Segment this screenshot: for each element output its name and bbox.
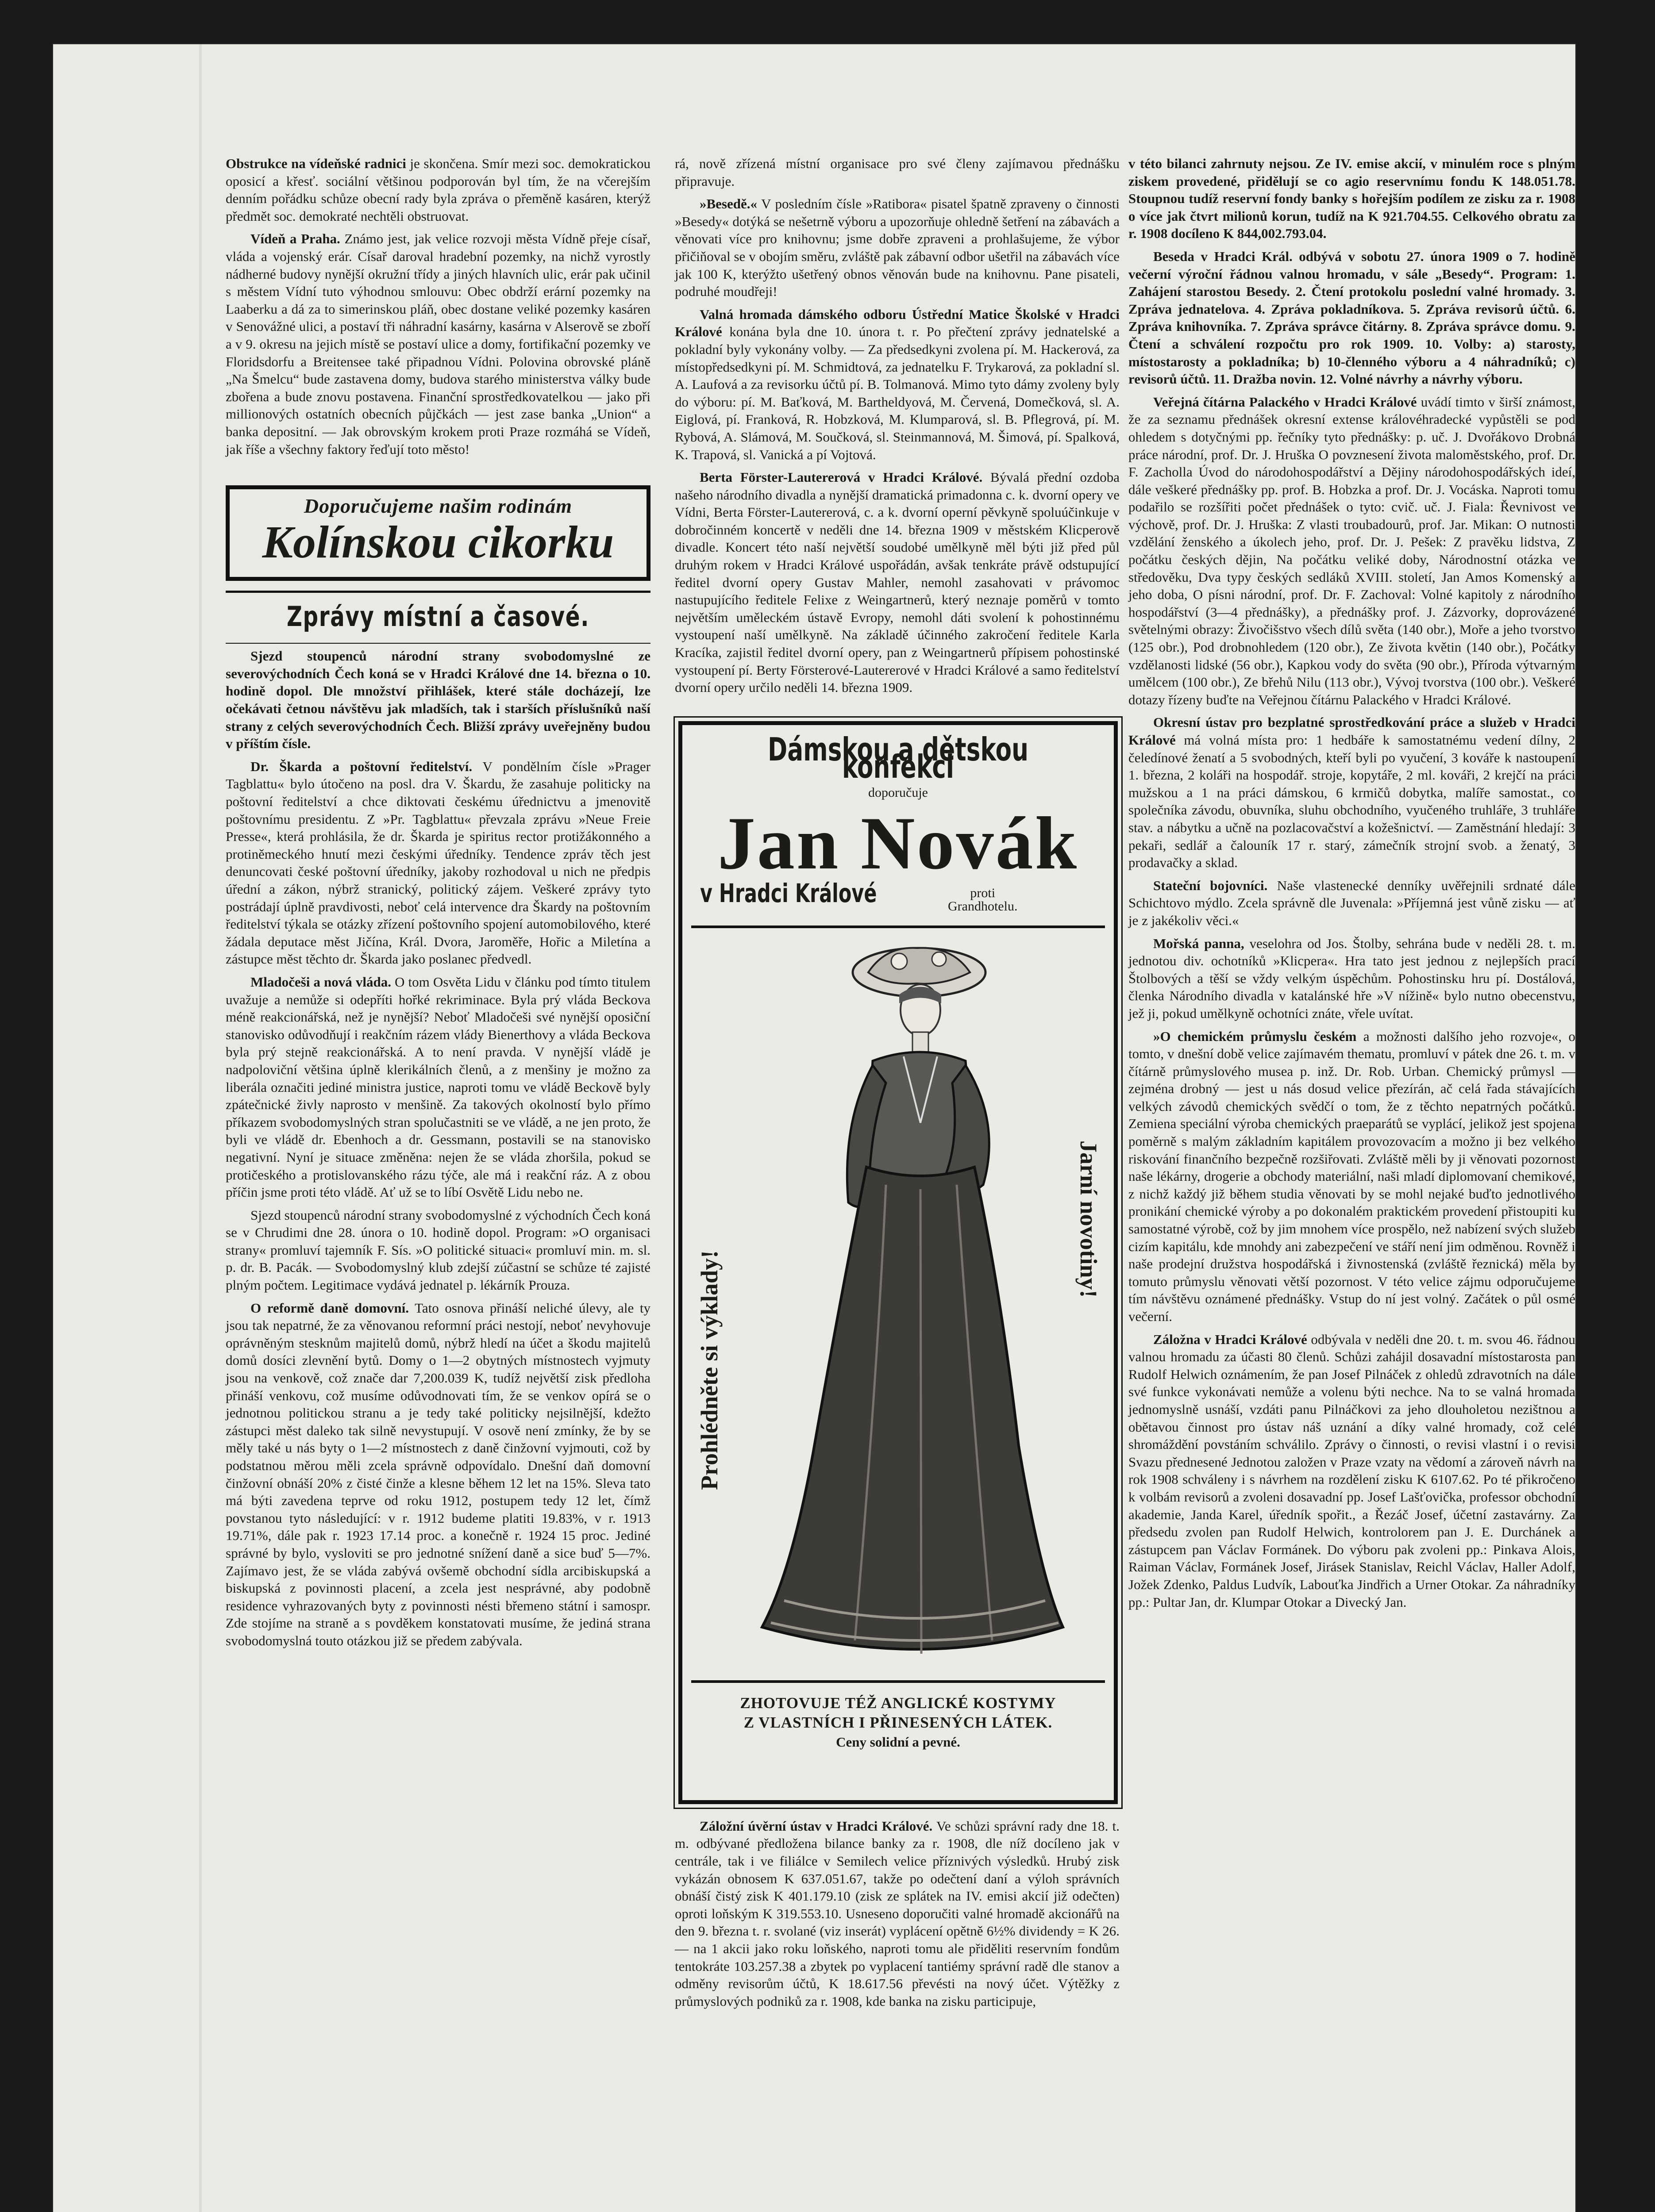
article-body: a možnosti dalšího jeho rozvoje«, o tomto, v dnešní době velice zajímavém thematu, promluví v pátek dne 26. t. m. v čítárně průmyslového musea p. inž. Dr. Rob. Urban. Chemický průmysl — zejména drobný — jest u nás dosud velice přezírán, ač celá řada stávajících velkých závodů chemických svědčí o tom, že z těchto nepatrných počátků. Zemiena speciální výroba chemických praeparátů se vyplácí, jelikož jest spojena poměrně s malým základním kapitálem provozovacím a možno ji bez velkého riskování finančního bezpečně rozšiřovati. Zvláště měli by ji věnovati pozornost naše lékárny, drogerie a obchody materiální, naši mladí diplomovaní chemikové, z nichž každý již během studia věnovati by se mohl nejaké buďto jednotlivého pronikání chemické výroby a po dokonalém praktickém provedení přistoupiti ku samostatné výrobě, což by jim mnohem více prospělo, než nabízení svých služeb cizím kapitálu, kde mnohdy ani zabezpečení ve stáří není jim odměnou. Rovněž i naše prodejní družstva hospodářská i živnostenská (zvláště řeznická) měla by tomuto průmyslu věnovati větší pozornost. V této velice zájmu odporučujeme tím návštěvu oznámené přednášky. Vstup do ní jest volný. Začátek o půl osmé večerní. — [1128, 1028, 1575, 1324]
ad-footer — [691, 1694, 1105, 1752]
article-body: Tato osnova přináší neliché úlevy, ale ty jsou tak nepatrné, že za věnovanou reformní práci nestojí, neboť nevyhovuje oprávněným stesknům majitelů domů, nýbrž hledí na účet a škodu majitelů domů dosíci zlevnění bytů. Domy o 1—2 obytných místnostech vyjmuty jsou na venkově, což znače dar 7,200.039 K, tudíž největší zisk předloha přináší venkovu, což musíme odůvodnovati tím, že se venkov opírá se o jednotnou politickou stranu a je tedy také politicky nejsilnější, kdežto zástupci měst daleko tak silně nevystupují. V osově není zmínky, že by se měly také u nás byty o 1—2 místnostech z daně činžovní vyjmouti, což by podstatnou měrou měli zcela správně odpovídalo. Dnešní daň domovní činžovní obnáší 20% z čisté činže a klesne během 12 let na 15%. Sleva tato má býti zavedena teprve od roku 1912, postupem tedy 12 let, čímž povstanou tyto následující: v r. 1912 budeme platiti 19.83%, v r. 1913 19.71%, dále pak r. 1923 17.14 proc. a konečně r. 1924 15 proc. Jediné správné by bylo, vysloviti se pro jednotné snížení daně a sice buď 5—7%. Zajímavo jest, že se vláda zabývá ovšemě obchodní sídla arcibiskupská a biskupská z povinnosti placení, a zcela jest nesprávné, aby podobně residence vyhrazovaných byty z povinnosti nésti břemeno státní i samospr. Zde stojíme na straně a s povděkem konstatovati musíme, že jediná strana svobodomyslná touto otázkou již se předem zabývala. — [226, 1300, 650, 1648]
article-body: je skončena. Smír mezi soc. demokratickou oposicí a křesť. sociální většinou podporován byl tím, že na včerejším denním pořádku schůze obecní rady byla zpráva o přeměně kasáren, kterýž předmět soc. demokraté nechtěli obstruovat. — [226, 156, 650, 224]
article-viden-praha — [226, 230, 650, 458]
ad-vertical-text: Jarní novotiny! — [1075, 1140, 1102, 1298]
article-sjezd-severovychodni: Sjezd stoupenců národní strany svobodomyslné ze severovýchodních Čech koná se v Hradci Králové dne 14. března o 10. hodině dopol. Dle množství přihlášek, které stále docházejí, lze očekávati četnou návštěvu jak mladších, tak i starších příslušníků naší strany z celých severovýchodních Čech. Bližší zprávy uveřejněny budou v příštím čísle. — [226, 648, 650, 752]
column-2 — [675, 155, 1120, 2015]
divider — [226, 643, 650, 644]
ad-headline: Dámskou a dětskou konfekci — [768, 730, 1028, 786]
article-title: Obstrukce na vídeňské radnici — [226, 156, 406, 171]
article-title: Berta Förster-Lautererová v Hradci Králové. — [700, 469, 983, 485]
advertisement-jan-novak — [678, 721, 1118, 1804]
article-title: Stateční bojovníci. — [1153, 877, 1268, 893]
article-skarda — [226, 758, 650, 968]
ad-illustration-panel — [691, 926, 1105, 1683]
article-title: Dr. Škarda a poštovní ředitelství. — [250, 758, 473, 774]
article-title: Okresní ústav pro bezplatné sprostředkování práce a služeb v Hradci Králové — [1128, 714, 1575, 748]
ad-footer-line: Ceny solidní a pevné. — [836, 1734, 960, 1750]
ad-place: v Hradci Králové — [700, 878, 877, 908]
ad-vertical-text: Prohlédněte si výklady! — [696, 1250, 723, 1490]
ad-product: Kolínskou cikorku — [262, 516, 614, 568]
article-reforma-dane — [226, 1299, 650, 1650]
article-title: Vídeň a Praha. — [250, 231, 340, 247]
article-continuation: v této bilanci zahrnuty nejsou. Ze IV. emise akcií, v minulém roce s plným ziskem provedené, přidělují se co agio reservnímu fondu K 148.051.78. Stoupnou tudíž reservní fondy banky s hořejším podílem ze zisku za r. 1908 o více jak čtvrt milionů korun, tudíž na K 921.704.55. Celkového obratu za r. 1908 docíleno K 844,002.793.04. — [1128, 156, 1575, 242]
article-okresni-ustav — [1128, 714, 1575, 871]
ad-tagline: Doporučujeme našim rodinám — [304, 495, 573, 518]
ad-address-line: Grandhotelu. — [948, 899, 1018, 914]
article-body: Známo jest, jak velice rozvoji města Vídně přeje císař, vláda a vojenský erár. Císař daroval hradební pozemky, na nichž vyrostly nádherné budovy nynější okružní třídy a jiných hlavních ulic, erár pak učinil s městem Vídní tuto výhodnou smlouvu: Obec obdrží erární pozemky na Laaberku a dá za to simerinskou pláň, obec dostane veliké pozemky kasáren v Senovážné ulici, a postaví tři náhradní kasárny, kasárna v Alserově se zboří a v 9. okresu na jejich místě se postaví ulice a domy, fortifikační pozemky ve Floridsdorfu a Breitensee také připadnou Vídni. Polovina obrovské pláně „Na Šmelcu“ bude zastavena domy, budova starého ministerstva války bude zbořena a bude znovu postavena. Finanční sprostředkovatelkou — jako při millionových ostatních obecních půjčkách — jest zase banka „Union“ a banka depositní. — Jak obrovským krokem proti Praze rozmáhá se Vídeň, jak říše a všechny faktory řeďují toto město! — [226, 231, 650, 457]
article-valna-hromada — [675, 306, 1120, 463]
article-zalozni-ustav — [675, 1817, 1120, 2010]
article-title: Veřejná čítárna Palackého v Hradci Králové — [1153, 394, 1417, 410]
article-body: odbývala v neděli dne 20. t. m. svou 46. řádnou valnou hromadu za účasti 80 členů. Schůzi zahájil dosavadní místostarosta pan Rudolf Helwich oznámením, že pan Josef Pilnáček z ohledů zdravotních na dále své funkce vykonávati nemůže a volenu býti nechce. Na to se valná hromada jednomyslně usnáší, vzdáti panu Pilnáčkovi za jeho dlouholetou nezištnou a obětavou činnost pro ústav náš uznání a díky valné hromady, což celé shromáždění povstáním schválilo. Zprávy o činnosti, o revisi vlastní i o revisi Svazu přednesené Jednotou založen v Praze vzaty na vědomí a zároveň návrh na rok 1908 schváleny i s návrhem na rozdělení zisku K 6107.62. Po té přikročeno k volbám revisorů a zvoleni dosavadní pp. Josef Lašťovička, professor obchodní akademie, Janda Karel, úředník spořit., a Řezáč Josef, účetní zastavárny. Za předsedu zvolen pan Rudolf Helwich, kontrolorem pan J. E. Durchánek a zástupcem pan Václav Formánek. Do výboru pak zvoleni pp.: Pinkava Alois, Raiman Václav, Formánek Josef, Jirásek Stanislav, Reichl Václav, Haller Adolf, Jožek Zdenko, Paldus Ludvík, Labouťka Jindřich a Urner Otokar. Za náhradníky pp.: Pultar Jan, dr. Klumpar Otokar a Divecký Jan. — [1128, 1331, 1575, 1610]
lady-dress-illustration — [753, 937, 1072, 1671]
article-title: Záložna v Hradci Králové — [1153, 1331, 1307, 1347]
article-body: V posledním čísle »Ratibora« pisatel špatně zpraveny o činnosti »Besedy« dotýká se nešetrně výboru a upozorňuje ohledně šetření na zábavách a věnovati více pro knihovnu; jsme dobře zpraveni a prohlašujeme, že výbor přičiňoval se v obojím směru, zvláště pak zábavní odbor ušetřil na zábavách více jak 100 K, kterýžto ušetřený obnos věnován bude na knihovnu. Pane pisateli, podruhé moudřeji! — [675, 196, 1120, 300]
ad-vertical-right — [1070, 1140, 1102, 1450]
article-body: O tom Osvěta Lidu v článku pod tímto titulem uvažuje a nemůže si odepříti hořké rekriminace. Byla prý vláda Beckova méně reakcionářská, než je nynější? Neboť Mladočeši své nynější oposiční stanovisko odůvodňují i reakčním rázem vlády Bienerthovy a vláda Beckova byla prý stejně reakcionářská. A to není pravda. V nynější vládě je nadpoloviční většina úplně klerikálních členů, a z menšiny je možno za liberála označiti jediné ministra justice, naproti tomu ve vládě Beckově byly zpátečnické živly naprosto v menšině. Za takových okolností bylo přímo příkazem svobodomyslných stran spolučastniti se ve vládě, a ne jen proto, že byli ve vládě dr. Ebenhoch a dr. Gessmann, postavili se na stanovisko negativní. Nyní je situace změněna: nejen že se vláda zhoršila, pokud se protičeského a protislovanského rázu týče, ale má i reakční ráz. A z obou příčin jsme proti této vládě. Ať už se to líbí Osvětě Lidu nebo ne. — [226, 974, 650, 1200]
ad-address — [948, 887, 1017, 913]
article-body: odbývá v sobotu 27. února 1909 o 7. hodině večerní výroční řádnou valnou hromadu, v sále „Besedy“. Program: 1. Zahájení starostou Besedy. 2. Čtení protokolu poslední valné hromady. 3. Zpráva jednatelova. 4. Zpráva pokladníkova. 5. Zpráva revisorů účtů. 6. Zpráva knihovníka. 7. Zpráva správce čitárny. 8. Zpráva správce domu. 9. Čtení a schválení rozpočtu pro rok 1909. 10. Volby: a) starosty, místostarosty a pokladníka; b) 10-členného výboru a 4 náhradníků; c) revisorů účtů. 11. Dražba novin. 12. Volné návrhy a návrhy výboru. — [1128, 248, 1575, 387]
article-citarna — [1128, 393, 1575, 709]
page-fold-shadow — [199, 44, 202, 2212]
article-sjezd-vychodni: Sjezd stoupenců národní strany svobodomyslné z východních Čech koná se v Chrudimi dne 28. února o 10. hodině dopol. Program: »O organisaci strany« promluví tajemník F. Sís. »O politické situaci« promluví min. m. sl. p. dr. B. Pacák. — Svobodomyslný klub zdejší zúčastní se schůze té zajisté plným počtem. Legitimace vydává jednatel p. lékárník Prouza. — [226, 1207, 650, 1293]
ad-address-line: proti — [970, 885, 996, 900]
article-berta-forster — [675, 469, 1120, 696]
divider — [226, 591, 650, 593]
article-body: V pondělním čísle »Prager Tagblattu« bylo útočeno na posl. dra V. Škardu, že zasahuje politicky na poštovní ředitelství a chce diktovati českému úřednictvu a jmenovitě poštovnímu presidentu. Z »Pr. Tagblattu« převzala zprávu »Neue Freie Presse«, která prohlásila, že dr. Škarda je spiritus rector protižákonného a protiněmeckého hnutí mezi českými úředníky. Tendence zpráv těch jest denuncovati české poštovní úředníky, jakoby rozhodoval u nich ne předpis úřední a zákon, nýbrž stranický, politický zájem. Veškeré zprávy tyto postrádají úplně pravdivosti, neboť celá intervence dra Škardy na poštovním ředitelství týkala se otázky zřízení poštovního spojení automobilového, které žádala deputace měst Jičína, Král. Dvora, Jaroměře, Hořic a Miletína a zástupce měst těchto dr. Škarda jako poslanec předvedl. — [226, 758, 650, 967]
article-title: Mořská panna, — [1153, 935, 1244, 951]
ad-footer-line: Z VLASTNÍCH I PŘINESENÝCH LÁTEK. — [743, 1713, 1053, 1731]
article-mladocesi — [226, 973, 650, 1201]
ad-location-row — [691, 878, 1105, 923]
article-body: uvádí timto v širší známost, že za seznamu přednášek okresní extense královéhradecké vypůstěli se pod ohledem s dotyčnými pp. řečníky tyto přednášky: p. uč. J. Dvořákovo Drobná práce národní, prof. Dr. J. Hruška O povznesení života maloměstského, prof. Dr. F. Zacholla Úvod do národohospodářství a Dějiny národohospodářských ideí, dále veškeré přednášky pp. prof. B. Hobzka a prof. Dr. J. Vocáska. Naproti tomu podařilo se rozšířiti počet přednášek o tyto: cvič. uč. J. Fiala: Řevnivost ve výchově, prof. Dr. J. Hruška: Z vlasti troubadourů, prof. Jar. Mikan: O nutnosti vzdělání ženského a úkolech jeho, prof. Dr. J. Pešek: Z pravěku lidstva, Z počátku českých dějin, Na počátku veliké doby, Národnostní otázka ve středověku, Dva typy českých sedláků XVIII. století, Jan Amos Komenský a jeho doba, O písni národní, prof. Dr. F. Zachoval: Volné kapitoly z národního hospodářství (3—4 přednášky), a přednášky prof. J. Zázvorky, doprovázené světelnými obrazy: Živočišstvo všech dílů světa (140 obr.), Moře a jeho tvorstvo (125 obr.), Pod drobnohledem (120 obr.), Ze života květin (140 obr.), Počátky vzdělanosti lidské (56 obr.), Kapkou vody do světa (90 obr.), Příroda výtvarným umělcem (100 obr.), Ze břehů Nilu (113 obr.), Vývoj tvorstva (100 obr.). Veškeré dotazy řízeny buďte na Veřejnou čítárnu Palackého v Hradci Králové. — [1128, 394, 1575, 707]
article-morska-panna — [1128, 935, 1575, 1022]
article-statecni-bojovnici — [1128, 877, 1575, 929]
article-body: Naše vlastenecké denníky uvěřejnili srdnaté dále Schichtovo mýdlo. Zcela správně dle Juvenala: »Příjemná jest vůně zisku — ať je z jakékoliv věci.« — [1128, 877, 1575, 928]
article-zalozna — [1128, 1331, 1575, 1611]
article-title: Mladočeši a nová vláda. — [250, 974, 391, 990]
article-body: má volná místa pro: 1 hedbáře k samostatnému vedení dílny, 2 čeledínové ženatí a 5 svobodných, kteří byli po vyučení, 3 kováře k nastoupení 1. března, 2 koláři na hospodář. stroje, kopytáře, 2 ml. kováři, 2 krejčí na práci mužskou a 1 na práci dámskou, 6 krmičů dobytka, malíře samostat., co společníka závodu, obuvníka, sluhu obchodního, vyučeného truhláře, 3 truhláře stav. a nábytku a učně na pozlacovačství a kožešnictví. — Zaměstnání hledají: 3 pekaři, sedlář a čalouník 17 r. starý, zámečník strojní svob. a ženatý, 3 prodavačky a sklad. — [1128, 732, 1575, 871]
article-title: »Besedě.« — [700, 196, 758, 212]
column-3 — [1128, 155, 1575, 1616]
article-body: Ve schůzi správní rady dne 18. t. m. odbývané předložena bilance banky za r. 1908, dle níž docíleno jak v centrále, tak i ve filiálce v Semilech velice příznivých výsledků. Hrubý zisk vykázán obnosem K 637.051.67, takže po odečtení daní a výloh správních obnáší čistý zisk K 401.179.10 (zisk ze splátek na IV. emisi akcií již odečten) oproti loňským K 319.553.10. Usneseno doporučiti valné hromadě akcionářů na den 9. března t. r. svolané (viz inserát) vyplácení opětně 6½% dividendy = K 26.— na 1 akcii jako roku loňského, naproti tomu ale přiděliti reservním fondům tentokráte 103.257.38 a zbytek po vyplacení tantiémy správní radě dle stanov a odměny revisorům účtů, K 18.617.56 převésti na nový účet. Výtěžky z průmyslových podniků za r. 1908, kde banka na zisku participuje, — [675, 1818, 1120, 2009]
article-title: Valná hromada dámského odboru Ústřední Matice Školské v Hradci Králové — [675, 306, 1120, 340]
advertisement-cikorka — [226, 485, 650, 581]
article-body: Bývalá přední ozdoba našeho národního divadla a nynější dramatická primadonna c. k. dvorní opery ve Vídni, Berta Förster-Lautererová, c. a k. dvorní operní pěvkyně spoluúčinkuje v dobročinném koncertě v neděli dne 14. března 1909 v městském Klicperově divadle. Koncert této naší největší soudobé umělkyně měl býti již před půl druhým rokem v Hradci Králové uspořádán, avšak tenkráte právě odstupující ředitel dvorní opery Gustav Mahler, nemohl zasahovati v právomoc nastupujícího ředitele Felixe z Weingartnerů, který neznaje poměrů v tomto největším uměleckém ústavě Evropy, nemohl dáti svolení k pohostinnému vystoupení naší umělkyně. Na základě účinného zakročení ředitele Karla Kracíka, zajistil ředitel dvorní opery, pan z Weingartnerů přípisem pohostinské vystoupení pí. Berty Försterové-Lautererové v Hradci Králové a samo ředitelství dvorní opery určilo neděli 14. března 1909. — [675, 469, 1120, 695]
article-title: Záložní úvěrní ústav v Hradci Králové. — [700, 1818, 933, 1834]
column-1 — [226, 155, 650, 1655]
article-beseda-valna — [1128, 248, 1575, 388]
article-title: Beseda v Hradci Král. — [1153, 248, 1293, 264]
article-beseda — [675, 195, 1120, 300]
article-obstrukce — [226, 155, 650, 225]
ad-footer-line: ZHOTOVUJE TÉŽ ANGLICKÉ KOSTYMY — [740, 1694, 1056, 1712]
article-chemicky-prumysl — [1128, 1028, 1575, 1325]
ad-merchant-name: Jan Novák — [717, 801, 1079, 885]
article-body: konána byla dne 10. února t. r. Po přečtení zprávy jednatelské a pokladní byly vykonány volby. — Za předsedkyni zvolena pí. M. Hackerová, za místopředsedkyni pí. M. Schmidtová, za jednatelku F. Trykarová, za pokladní sl. A. Laufová a za revisorku účtů pí. B. Tolmanová. Mimo tyto dámy zvoleny byly do výboru: pí. M. Baťková, M. Bartheldyová, M. Červená, Domečková, sl. A. Eiglová, pí. Franková, R. Hobzková, M. Klumparová, sl. B. Pflegrová, pí. M. Rybová, A. Slámová, M. Součková, sl. Steinmannová, M. Šimová, pí. Spalková, K. Trapová, sl. Vanická a pí Vojtová. — [675, 324, 1120, 462]
article-title: O reformě daně domovní. — [250, 1300, 409, 1316]
article-continuation: rá, nově zřízená místní organisace pro své členy zajímavou přednášku připravuje. — [675, 156, 1120, 189]
article-body: veselohra od Jos. Štolby, sehrána bude v neděli 28. t. m. jednotou div. ochotníků »Klicpera«. Hra tato jest jednou z nejlepších prací Štolbových a těší se vždy velkým úspěchům. Pohostinsku hru pí. Dostálová, členka Národního divadla v katalánské hře »V nížině« bylo nutno obecenstvu, jež ji, pokud umělkyně ochotníci znáte, vřele uvítat. — [1128, 935, 1575, 1021]
article-title: »O chemickém průmyslu českém — [1153, 1028, 1357, 1044]
newspaper-page — [53, 44, 1575, 2212]
section-heading: Zprávy místní a časové. — [286, 600, 590, 633]
ad-vertical-left — [696, 1136, 727, 1490]
ad-recommends: doporučuje — [868, 785, 928, 800]
